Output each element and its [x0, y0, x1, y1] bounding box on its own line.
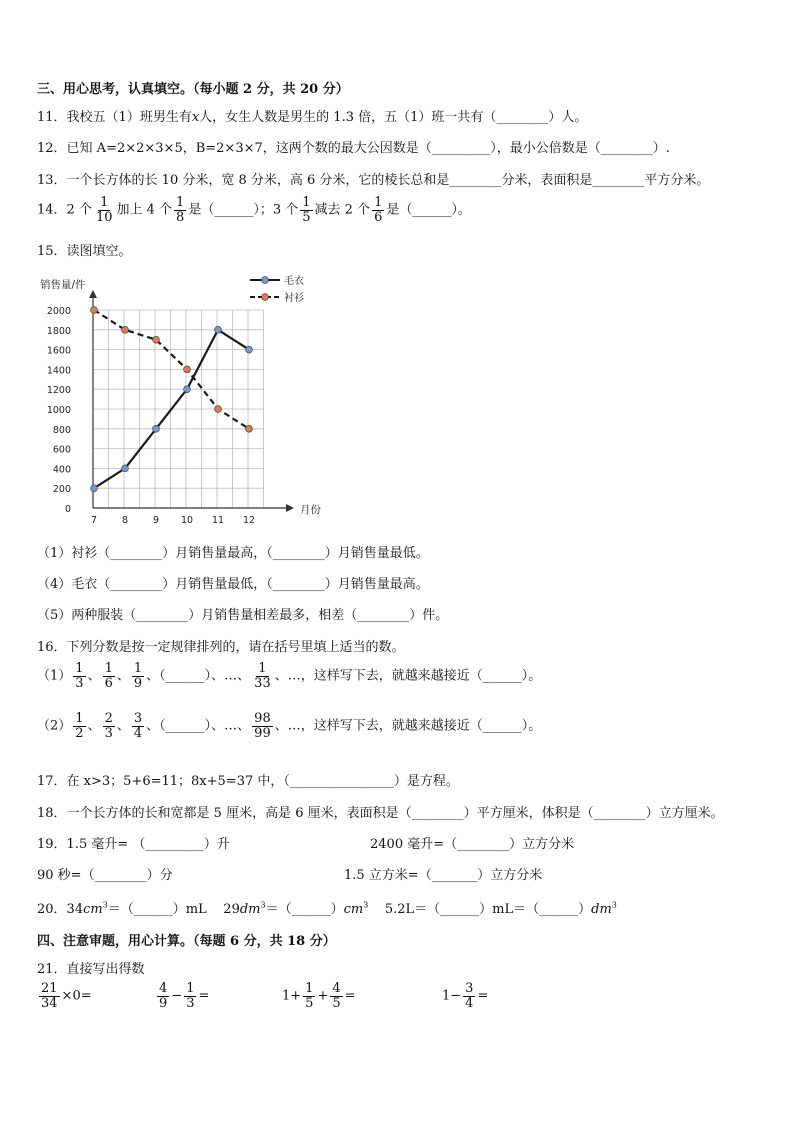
y-tick-label: 0	[64, 504, 71, 515]
data-point	[246, 425, 253, 432]
question-11	[37, 106, 587, 125]
fraction: $\frac{1}{8}$	[176, 195, 185, 225]
question-15-title: 15．读图填空。	[37, 244, 132, 259]
q16-row-1: （1） $\frac{1}{3}$ 、 $\frac{1}{6}$ 、 $\frac{1}{9}$ 、（______）、…、 $\frac{1}{33}$ 、…，这样写下去，就越来越接近（______）。	[37, 661, 542, 691]
q21-expr-4: 1− $\frac{3}{4}$ =	[442, 981, 489, 1011]
x-axis-arrow	[286, 504, 294, 512]
x-tick-label: 7	[90, 515, 98, 523]
data-point	[153, 336, 160, 343]
data-point	[184, 386, 191, 393]
q19-d: 1.5 立方米=（_______）立方分米	[344, 868, 543, 883]
data-point	[91, 307, 98, 314]
line-chart	[38, 268, 338, 523]
y-tick-label: 1800	[46, 325, 71, 337]
y-tick-label: 2000	[46, 306, 71, 317]
q15-sub-4: （4）毛衣（________）月销售量最低，（________）月销售量最高。	[37, 577, 429, 592]
y-tick-label: 1600	[46, 345, 71, 357]
q11-variable: x	[191, 110, 200, 125]
legend-marker	[262, 277, 269, 284]
y-tick-label: 800	[52, 424, 71, 436]
data-point	[246, 346, 253, 353]
question-18: 18．一个长方体的长和宽都是 5 厘米，高是 6 厘米，表面积是（________）平方厘米，体积是（________）立方厘米。	[37, 806, 724, 821]
data-point	[184, 366, 191, 373]
y-tick-label: 1400	[46, 365, 71, 377]
y-tick-label: 1200	[46, 385, 71, 397]
q19-b: 2400 毫升=（________）立方分米	[370, 837, 575, 852]
q16-row-2: （2） $\frac{1}{2}$ 、 $\frac{2}{3}$ 、 $\frac{3}{4}$ 、（______）、…、 $\frac{98}{99}$ 、…，这样写下去，就越来越接近（______）。	[37, 711, 542, 741]
q21-expr-2: $\frac{4}{9}$ − $\frac{1}{3}$ =	[159, 981, 210, 1011]
q21-expr-1: $\frac{21}{34}$ ×0=	[41, 981, 92, 1011]
section-4-title: 四、注意审题，用心计算。（每题 6 分，共 18 分）	[37, 934, 336, 949]
y-tick-label: 1000	[46, 405, 71, 416]
question-17: 17．在 x>3；5+6=11；8x+5=37 中，（________________）是方程。	[37, 774, 459, 789]
q15-sub-5: （5）两种服装（________）月销售量相差最多，相差（________）件。	[37, 608, 449, 623]
legend-label: 毛衣	[284, 276, 304, 287]
section-3-title: 三、用心思考，认真填空。（每小题 2 分，共 20 分）	[37, 82, 349, 97]
y-tick-label: 600	[52, 444, 71, 456]
legend-marker	[262, 294, 269, 301]
legend-label: 衬衫	[284, 293, 304, 304]
q15-sub-1: （1）衬衫（________）月销售量最高，（________）月销售量最低。	[37, 546, 429, 561]
q21-expr-3: 1+ $\frac{1}{5}$ + $\frac{4}{5}$ =	[282, 981, 356, 1011]
y-axis-label: 销售量/件	[40, 279, 86, 291]
q11-text-b: 人，女生人数是男生的 1.3 倍，五（1）班一共有（________）人。	[199, 110, 588, 125]
x-tick-label: 8	[121, 515, 129, 523]
fraction: $\frac{1}{6}$	[374, 195, 383, 225]
data-point	[215, 326, 222, 333]
x-axis-label: 月份	[300, 504, 321, 516]
x-tick-label: 9	[152, 515, 160, 523]
data-point	[122, 465, 129, 472]
q19-a: 19．1.5 毫升= （_________）升	[37, 837, 230, 852]
y-tick-label: 200	[52, 484, 71, 496]
y-tick-label: 400	[52, 464, 71, 476]
question-21-title: 21．直接写出得数	[37, 962, 145, 977]
data-point	[122, 326, 129, 333]
question-16-title: 16．下列分数是按一定规律排列的，请在括号里填上适当的数。	[37, 640, 405, 655]
x-tick-label: 12	[242, 515, 256, 523]
x-tick-label: 10	[180, 515, 194, 523]
data-point	[91, 485, 98, 492]
data-point	[153, 425, 160, 432]
q19-c: 90 秒=（________）分	[37, 868, 173, 883]
question-12: 12．已知 A=2×2×3×5，B=2×3×7，这两个数的最大公因数是（_________），最小公倍数是（________）.	[37, 141, 670, 156]
question-20: 20．$34cm^3=(\_\_\_\_\_\_)mL$ $29dm^3=(\_\_\_\_\_\_)cm^3$ $5.2L=(\_\_\_\_\_\_)mL=(\_\_\_\_\_\_)dm^3$	[37, 900, 617, 917]
question-13: 13．一个长方体的长 10 分米，宽 8 分米，高 6 分米，它的棱长总和是________分米，表面积是________平方分米。	[37, 173, 710, 188]
fraction: $\frac{1}{5}$	[302, 195, 311, 225]
fraction: $\frac{1}{10}$	[95, 195, 113, 225]
y-axis-arrow	[89, 290, 97, 298]
data-point	[215, 406, 222, 413]
x-tick-label: 11	[211, 515, 225, 523]
question-14: 14．2 个 $\frac{1}{10}$ 加上 4 个 $\frac{1}{8}$ 是（______）；3 个 $\frac{1}{5}$ 减去 2 个 $\frac{1}{6}$ 是（______）。	[37, 195, 471, 225]
q11-text-a: 11．我校五（1）班男生有	[37, 110, 192, 125]
